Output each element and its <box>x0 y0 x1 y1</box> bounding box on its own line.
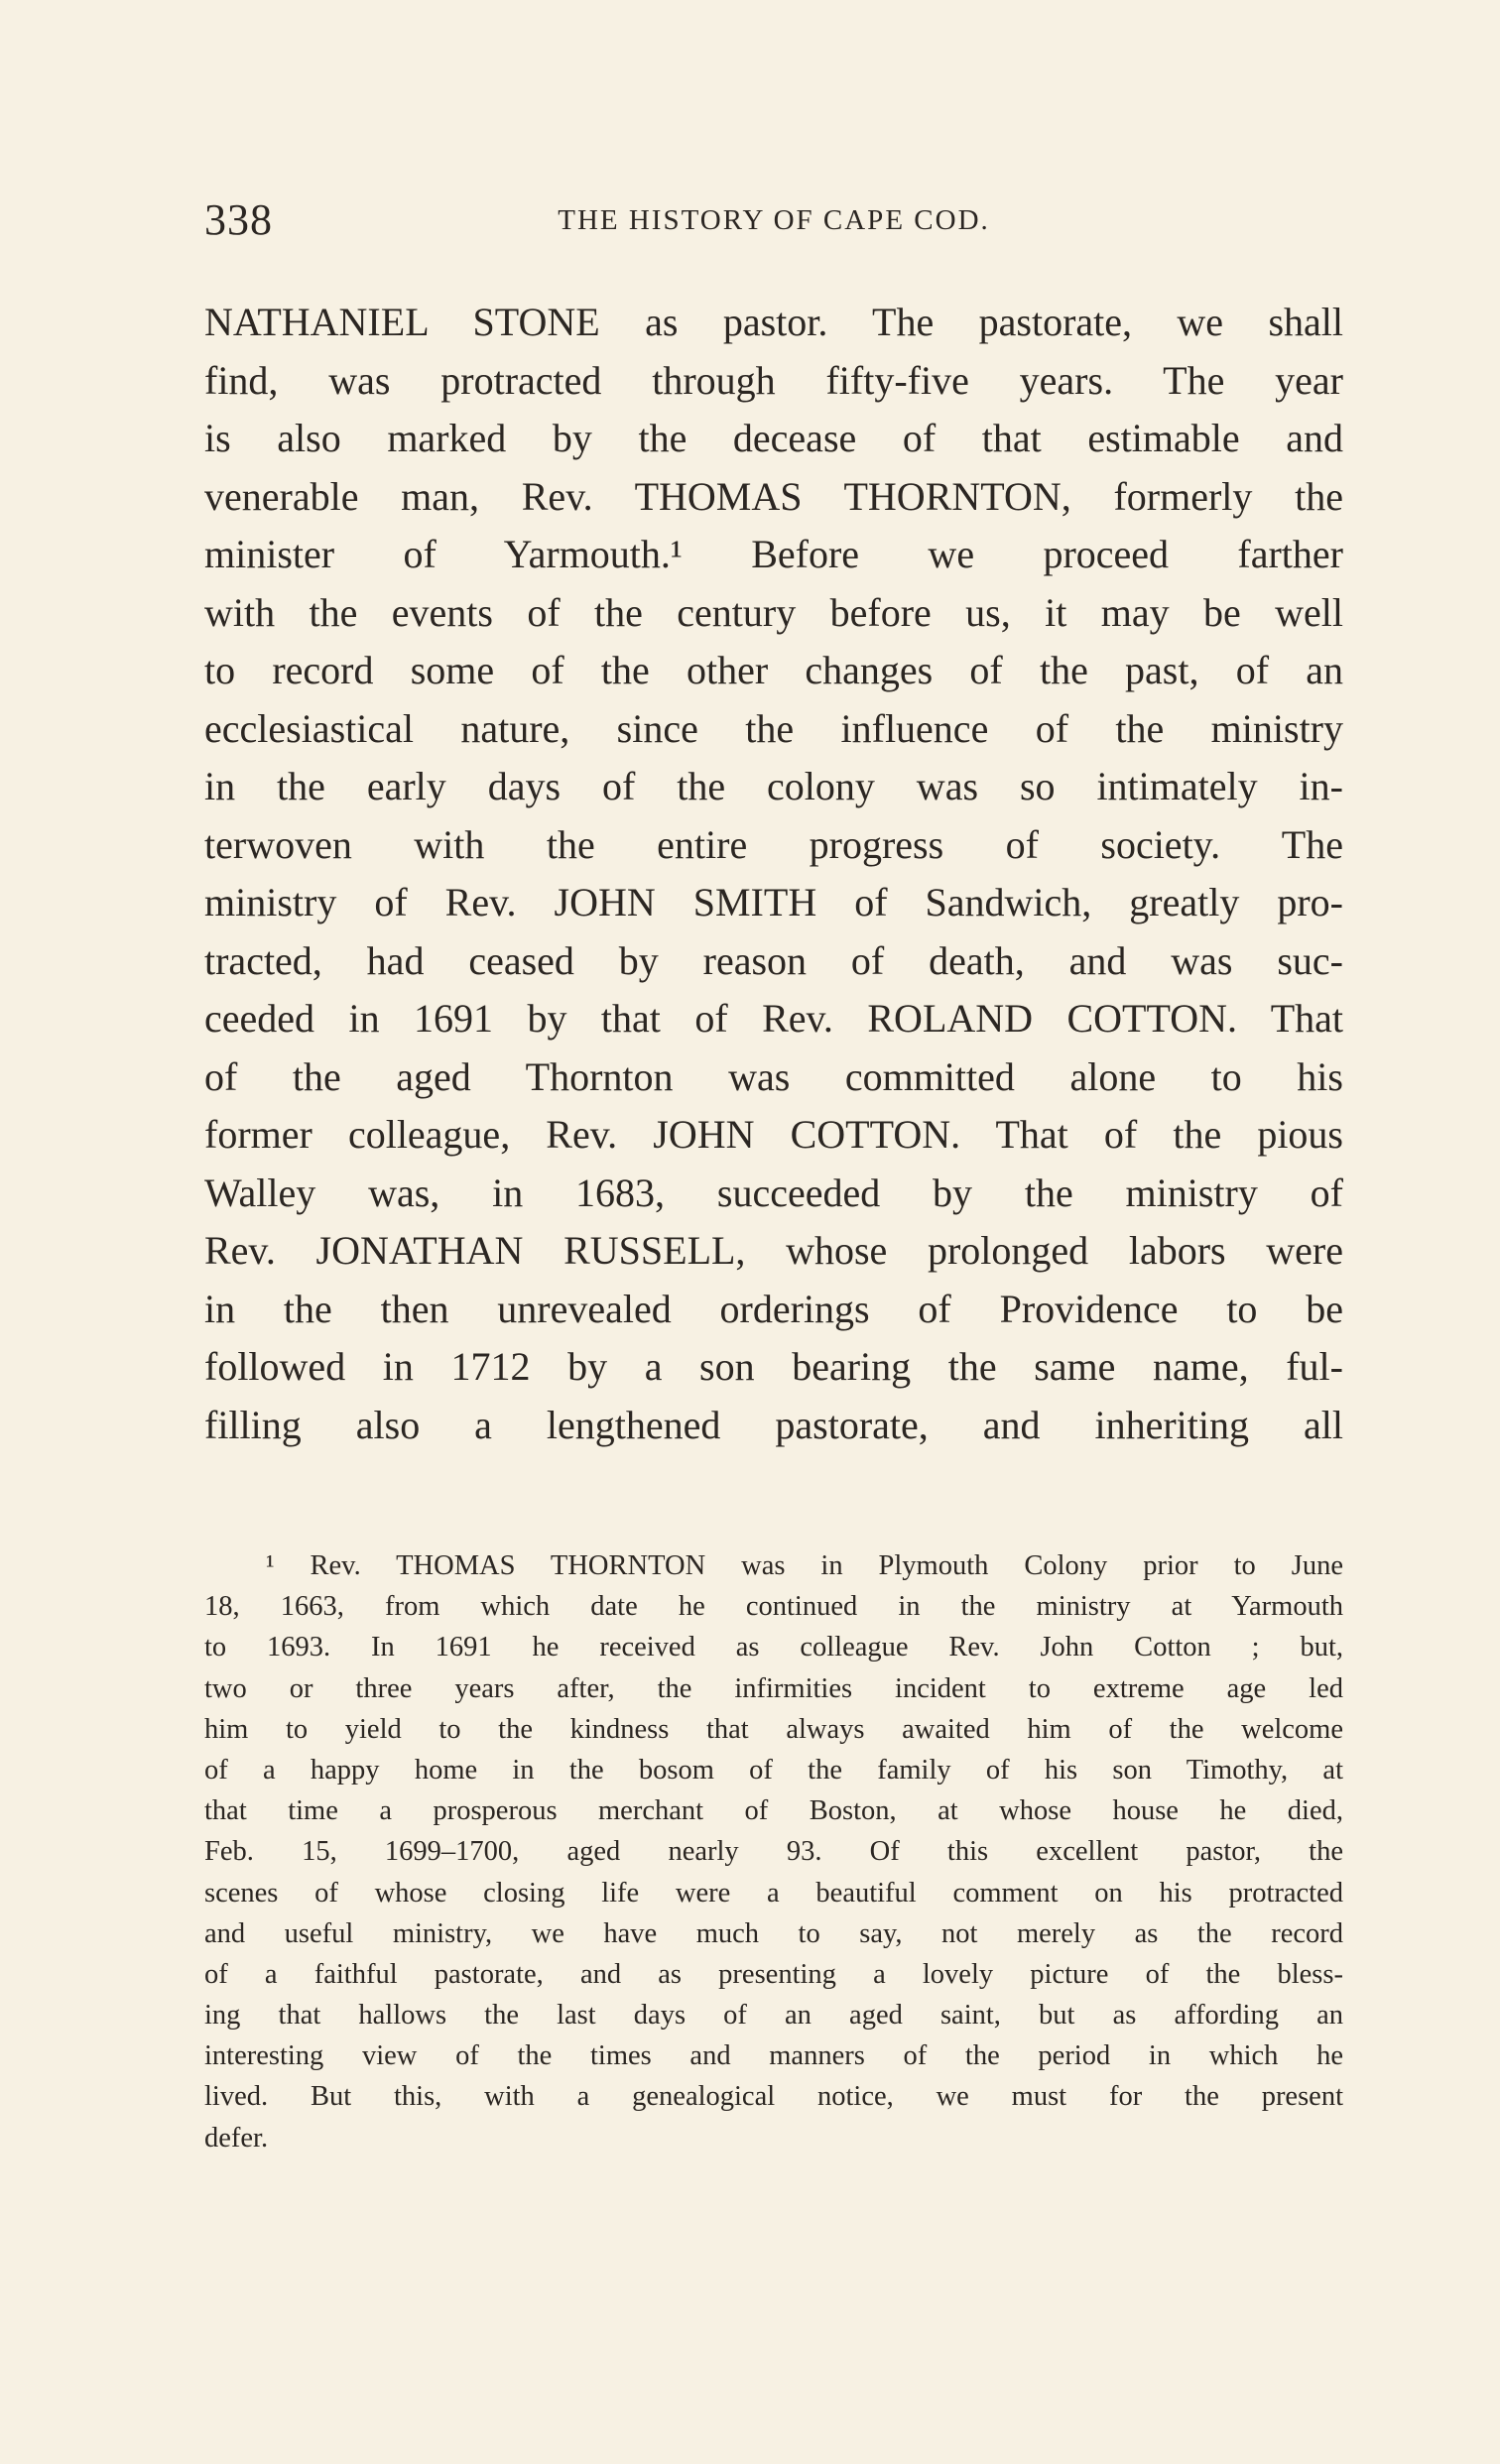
body-line: in the then unrevealed orderings of Providence to be <box>204 1286 1343 1331</box>
footnote-line: interesting view of the times and manners of the period in which he <box>204 2040 1343 2072</box>
body-line: terwoven with the entire progress of society. The <box>204 821 1343 867</box>
footnote-line: ing that hallows the last days of an aged saint, but as affording an <box>204 2000 1343 2032</box>
body-line: to record some of the other changes of the past, of an <box>204 648 1343 692</box>
page-number: 338 <box>204 195 273 244</box>
footnote-line: Feb. 15, 1699–1700, aged nearly 93. Of this excellent pastor, the <box>204 1836 1343 1868</box>
footnote-line: ¹ Rev. THOMAS THORNTON was in Plymouth Colony prior to June <box>266 1550 1343 1581</box>
body-line: with the events of the century before us, it may be well <box>204 589 1343 635</box>
body-line: ecclesiastical nature, since the influence of the ministry <box>204 705 1343 751</box>
body-line: Rev. JONATHAN RUSSELL, whose prolonged labors were <box>204 1228 1343 1273</box>
footnote-line: of a faithful pastorate, and as presenting a lovely picture of the bless- <box>204 1958 1343 1990</box>
body-line: of the aged Thornton was committed alone to his <box>204 1053 1343 1099</box>
running-head <box>204 194 1343 254</box>
body-line: minister of Yarmouth.¹ Before we proceed farther <box>204 532 1343 576</box>
footnote-line: lived. But this, with a genealogical notice, we must for the present <box>204 2081 1343 2113</box>
footnotes <box>204 1545 1343 2158</box>
footnote-line: scenes of whose closing life were a beautiful comment on his protracted <box>204 1877 1343 1909</box>
footnote-line: him to yield to the kindness that always awaited him of the welcome <box>204 1713 1343 1745</box>
body-line: tracted, had ceased by reason of death, and was suc- <box>204 937 1343 983</box>
running-title: THE HISTORY OF CAPE COD. <box>558 204 990 236</box>
footnote-line: 18, 1663, from which date he continued in the ministry at Yarmouth <box>204 1591 1343 1623</box>
footnote-line: that time a prosperous merchant of Boston, at whose house he died, <box>204 1795 1343 1827</box>
body-line: Walley was, in 1683, succeeded by the ministry of <box>204 1170 1343 1215</box>
footnote-line: of a happy home in the bosom of the family of his son Timothy, at <box>204 1754 1343 1786</box>
body-line: ceeded in 1691 by that of Rev. ROLAND COTTON. That <box>204 996 1343 1041</box>
body-line: ministry of Rev. JOHN SMITH of Sandwich, greatly pro- <box>204 880 1343 924</box>
footnote-line: two or three years after, the infirmities incident to extreme age led <box>204 1672 1343 1704</box>
body-line: venerable man, Rev. THOMAS THORNTON, formerly the <box>204 473 1343 519</box>
body-line: former colleague, Rev. JOHN COTTON. That of the pious <box>204 1112 1343 1157</box>
body-line: filling also a lengthened pastorate, and inheriting all <box>204 1402 1343 1447</box>
body-line: find, was protracted through fifty-five years. The year <box>204 357 1343 403</box>
footnote-line: defer. <box>204 2122 269 2154</box>
body-line: followed in 1712 by a son bearing the same name, ful- <box>204 1344 1343 1389</box>
footnote-line: to 1693. In 1691 he received as colleague Rev. John Cotton ; but, <box>204 1632 1343 1663</box>
body-line: NATHANIEL STONE as pastor. The pastorate, we shall <box>204 300 1343 344</box>
footnote-line: and useful ministry, we have much to say, not merely as the record <box>204 1917 1343 1949</box>
body-line: is also marked by the decease of that estimable and <box>204 416 1343 460</box>
body-text <box>204 294 1343 1454</box>
body-line: in the early days of the colony was so intimately in- <box>204 764 1343 808</box>
